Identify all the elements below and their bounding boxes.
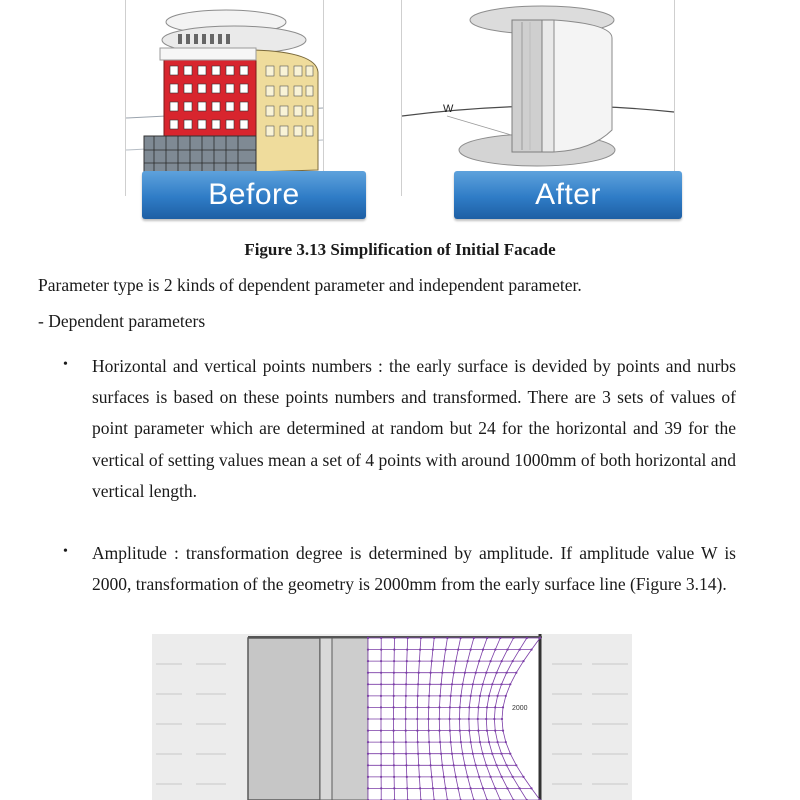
after-image-panel — [401, 0, 675, 196]
building-illustration — [126, 0, 323, 196]
bullet-horizontal-vertical-points: Horizontal and vertical points numbers : the early surface is devided by points and nurbs surfaces is based on these points numbers and transformed. There are 3 sets of values of point parameter which are determined at random but 24 for the horizontal and 39 for the vertical of setting values mean a set of 4 points with around 1000mm of both horizontal and vertical length. — [92, 356, 736, 501]
before-banner: Before — [142, 171, 366, 219]
amplitude-dimension-label: 2000 — [512, 705, 528, 712]
surface-grid-figure — [152, 634, 632, 800]
figure-caption: Figure 3.13 Simplification of Initial Facade — [244, 240, 556, 259]
before-image-panel — [125, 0, 324, 196]
simplified-facade-illustration — [402, 0, 674, 196]
after-banner: After — [454, 171, 682, 219]
bullet-marker: • — [63, 357, 68, 372]
bullet-amplitude: Amplitude : transformation degree is determined by amplitude. If amplitude value W is 2000, transformation of the geometry is 2000mm from the early surface line (Figure 3.14). — [92, 543, 736, 595]
intro-paragraph: Parameter type is 2 kinds of dependent parameter and independent parameter. — [38, 275, 582, 295]
w-dimension-label: W — [443, 103, 454, 115]
bullet-marker: • — [63, 544, 68, 559]
nurbs-grid-illustration — [152, 634, 632, 800]
dependent-parameters-heading: - Dependent parameters — [38, 311, 206, 331]
